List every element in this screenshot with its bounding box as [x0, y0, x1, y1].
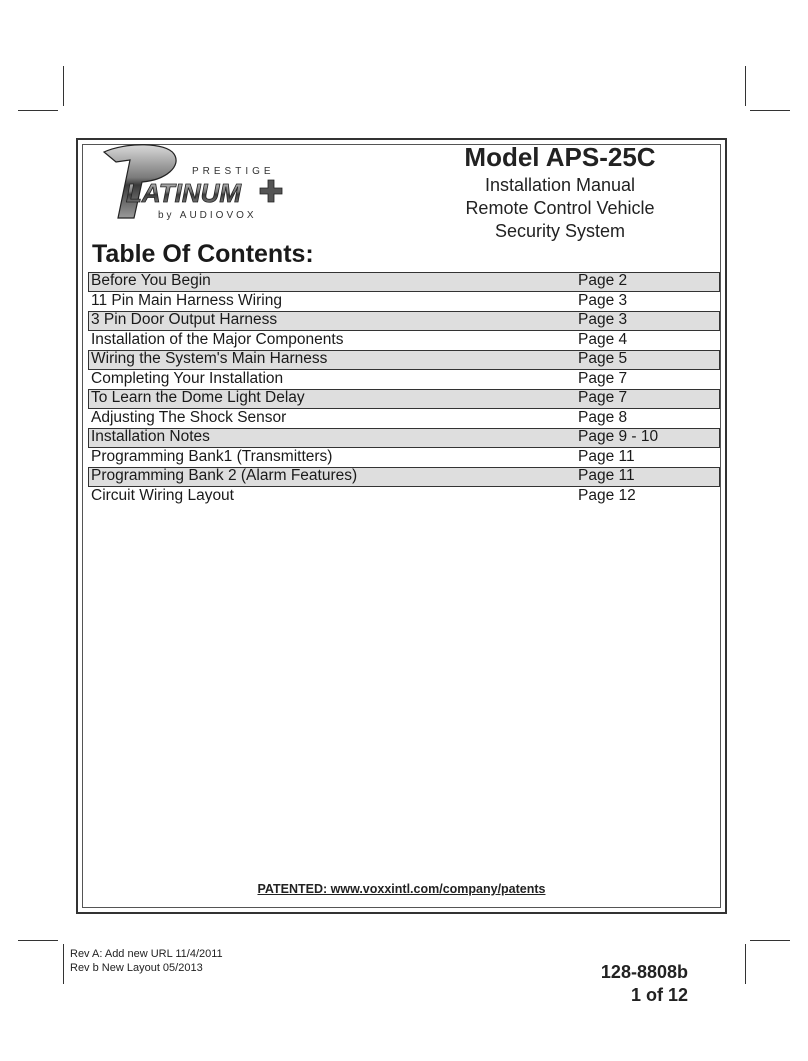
crop-mark [18, 110, 58, 111]
toc-entry[interactable] [88, 409, 720, 429]
toc-entry-title: Installation Notes [91, 428, 210, 445]
toc-entry[interactable] [88, 467, 720, 487]
toc-entry-title: Before You Begin [91, 272, 211, 289]
revision-a: Rev A: Add new URL 11/4/2011 [70, 948, 223, 960]
crop-mark [750, 940, 790, 941]
crop-mark [63, 944, 64, 984]
toc-entry-title: 11 Pin Main Harness Wiring [91, 291, 282, 309]
toc-entry-page: Page 4 [578, 330, 628, 348]
toc-entry-title: Circuit Wiring Layout [91, 486, 234, 504]
toc-entry-page: Page 9 - 10 [578, 428, 659, 445]
crop-mark [745, 66, 746, 106]
toc-entry-page: Page 3 [578, 311, 628, 328]
toc-entry-page: Page 8 [578, 408, 628, 426]
toc-entry-page: Page 3 [578, 291, 628, 309]
model-title: Model APS-25C [464, 142, 656, 172]
patent-link[interactable]: PATENTED: www.voxxintl.com/company/patents [257, 882, 546, 896]
logo-letter: P [108, 192, 109, 193]
toc-entry-title: 3 Pin Door Output Harness [91, 311, 278, 328]
toc-entry-page: Page 11 [578, 467, 635, 484]
toc-entry-page: Page 12 [578, 486, 636, 504]
toc-entry[interactable] [88, 311, 720, 331]
toc-entry-page: Page 5 [578, 350, 628, 367]
toc-entry[interactable] [88, 331, 720, 351]
revision-b: Rev b New Layout 05/2013 [70, 962, 203, 974]
toc-entry[interactable] [88, 487, 720, 507]
toc-entry[interactable] [88, 292, 720, 312]
logo-platinum: LATINUM [126, 178, 242, 208]
toc-entry[interactable] [88, 428, 720, 448]
toc-entry-page: Page 7 [578, 369, 628, 387]
crop-mark [745, 944, 746, 984]
toc-entry[interactable] [88, 370, 720, 390]
header-line-1: Installation Manual [484, 175, 636, 195]
crop-mark [63, 66, 64, 106]
crop-mark [750, 110, 790, 111]
toc-entry-page: Page 2 [578, 272, 628, 289]
toc-entry[interactable] [88, 350, 720, 370]
toc-entry-title: Installation of the Major Components [91, 330, 344, 348]
header-line-2: Remote Control Vehicle [465, 198, 655, 218]
toc-entry-title: Completing Your Installation [91, 369, 284, 387]
platinum-logo [96, 140, 286, 224]
toc-title: Table Of Contents: [92, 240, 314, 268]
page-indicator: 1 of 12 [630, 985, 688, 1005]
toc-entry[interactable] [88, 448, 720, 468]
toc-entry-page: Page 11 [578, 447, 635, 465]
logo-by-audiovox: by AUDIOVOX [158, 210, 257, 221]
header-line-3: Security System [494, 221, 626, 241]
toc-entry-title: Wiring the System's Main Harness [91, 350, 328, 367]
toc-entry-title: Programming Bank 2 (Alarm Features) [91, 467, 358, 484]
toc-entry-page: Page 7 [578, 389, 628, 406]
toc-entry-title: To Learn the Dome Light Delay [91, 389, 305, 406]
toc-entry[interactable] [88, 272, 720, 292]
toc-entry-title: Adjusting The Shock Sensor [91, 408, 287, 426]
document-number: 128-8808b [600, 962, 688, 982]
table-of-contents [88, 272, 720, 506]
toc-entry-title: Programming Bank1 (Transmitters) [91, 447, 333, 465]
document-header [440, 138, 680, 243]
crop-mark [18, 940, 58, 941]
toc-entry[interactable] [88, 389, 720, 409]
logo-prestige: PRESTIGE [192, 166, 275, 177]
